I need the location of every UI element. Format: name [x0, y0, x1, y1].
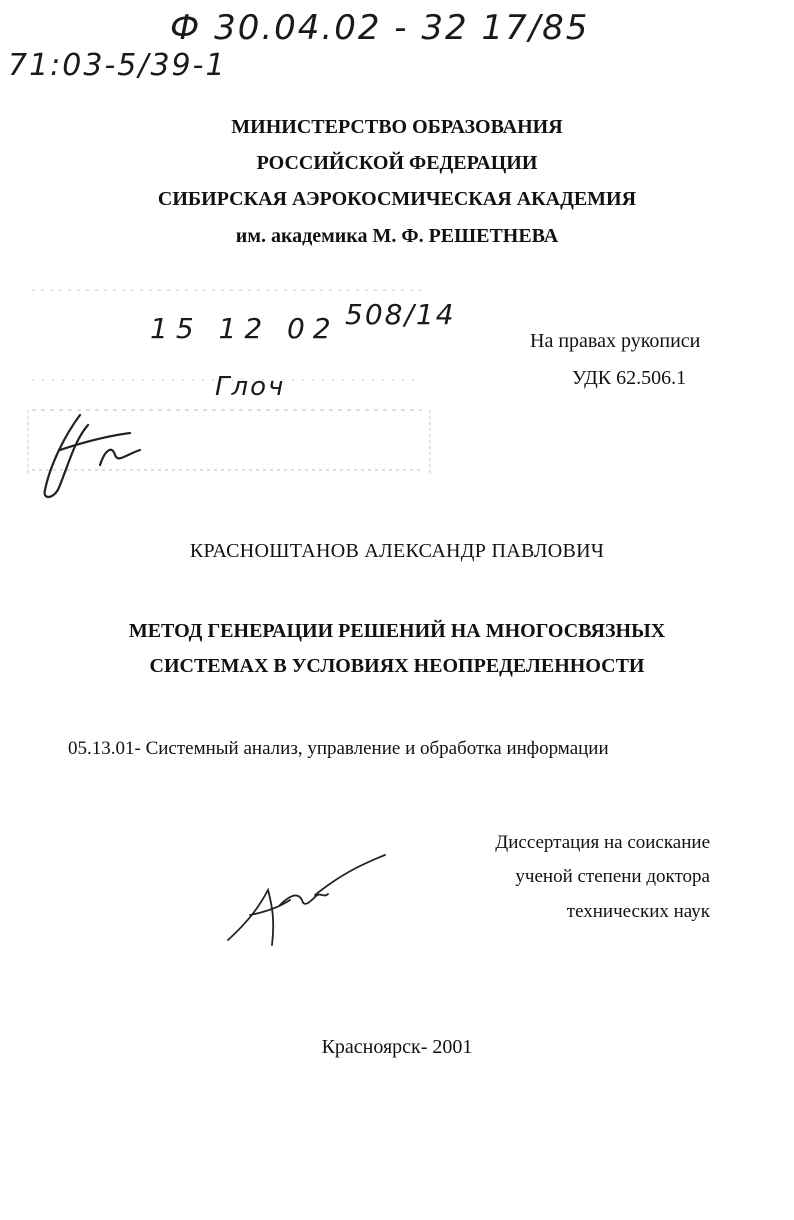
academician-line: им. академика М. Ф. РЕШЕТНЕВА — [235, 225, 559, 247]
title-line-2: СИСТЕМАХ В УСЛОВИЯХ НЕОПРЕДЕЛЕННОСТИ — [149, 655, 645, 677]
udk-code: УДК 62.506.1 — [572, 367, 687, 389]
stamp-date: 15 12 02 — [150, 312, 339, 345]
federation-line: РОССИЙСКОЙ ФЕДЕРАЦИИ — [256, 152, 538, 174]
rights-label: На правах рукописи — [530, 330, 701, 352]
stamp-number: 508/14 — [345, 298, 456, 331]
specialty-line: 05.13.01- Системный анализ, управление и обработка информации — [68, 738, 609, 759]
handwritten-side-code: 71:03-5/39-1 — [8, 48, 227, 83]
handwritten-top-code: Ф 30.04.02 - 32 17/85 — [170, 8, 590, 48]
degree-line-1: Диссертация на соискание — [495, 832, 710, 853]
city-year: Красноярск- 2001 — [321, 1036, 473, 1058]
stamp-signature — [30, 405, 150, 505]
academy-line: СИБИРСКАЯ АЭРОКОСМИЧЕСКАЯ АКАДЕМИЯ — [157, 188, 637, 210]
author-name: КРАСНОШТАНОВ АЛЕКСАНДР ПАВЛОВИЧ — [189, 540, 605, 562]
degree-line-2: ученой степени доктора — [515, 866, 710, 887]
stamp-name: Глоч — [215, 372, 286, 402]
title-line-1: МЕТОД ГЕНЕРАЦИИ РЕШЕНИЙ НА МНОГОСВЯЗНЫХ — [128, 620, 666, 642]
ministry-line: МИНИСТЕРСТВО ОБРАЗОВАНИЯ — [231, 116, 563, 138]
author-signature — [220, 850, 400, 950]
degree-line-3: технических наук — [566, 901, 710, 922]
